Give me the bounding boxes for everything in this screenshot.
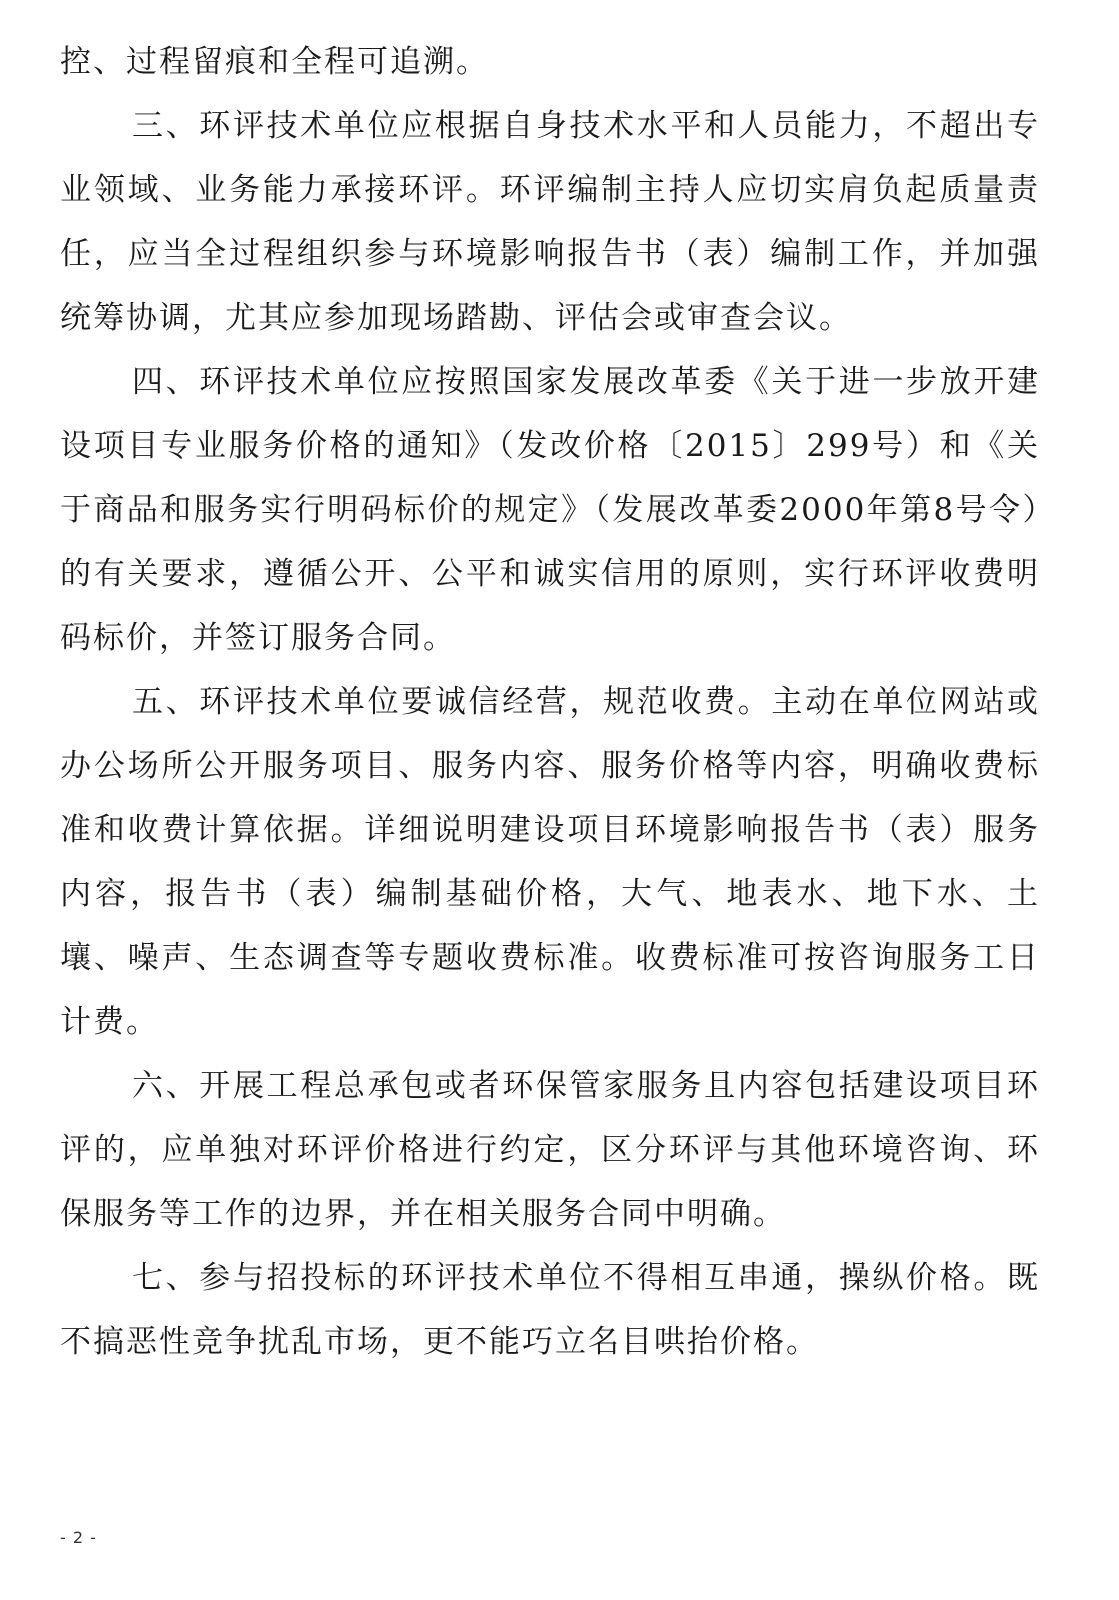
paragraph-item-7: 七、参与招投标的环评技术单位不得相互串通，操纵价格。既不搞恶性竞争扰乱市场，更不能巧立名目哄抬价格。 <box>60 1260 1040 1360</box>
paragraph-item-5: 五、环评技术单位要诚信经营，规范收费。主动在单位网站或办公场所公开服务项目、服务内容、服务价格等内容，明确收费标准和收费计算依据。详细说明建设项目环境影响报告书（表）服务内容，报告书（表）编制基础价格，大气、地表水、地下水、土壤、噪声、生态调查等专题收费标准。收费标准可按咨询服务工日计费。 <box>60 684 1040 1040</box>
paragraph-continuation: 控、过程留痕和全程可追溯。 <box>60 44 489 80</box>
paragraph-item-3: 三、环评技术单位应根据自身技术水平和人员能力，不超出专业领域、业务能力承接环评。环评编制主持人应切实肩负起质量责任，应当全过程组织参与环境影响报告书（表）编制工作，并加强统筹协调，尤其应参加现场踏勘、评估会或审查会议。 <box>60 108 1040 336</box>
paragraph-item-4: 四、环评技术单位应按照国家发展改革委《关于进一步放开建设项目专业服务价格的通知》（发改价格〔2015〕299号）和《关于商品和服务实行明码标价的规定》（发展改革委2000年第8号令）的有关要求，遵循公开、公平和诚实信用的原则，实行环评收费明码标价，并签订服务合同。 <box>60 364 1040 656</box>
paragraph-item-6: 六、开展工程总承包或者环保管家服务且内容包括建设项目环评的，应单独对环评价格进行约定，区分环评与其他环境咨询、环保服务等工作的边界，并在相关服务合同中明确。 <box>60 1068 1040 1232</box>
page-number: - 2 - <box>60 1528 97 1547</box>
document-body <box>60 30 1040 1374</box>
